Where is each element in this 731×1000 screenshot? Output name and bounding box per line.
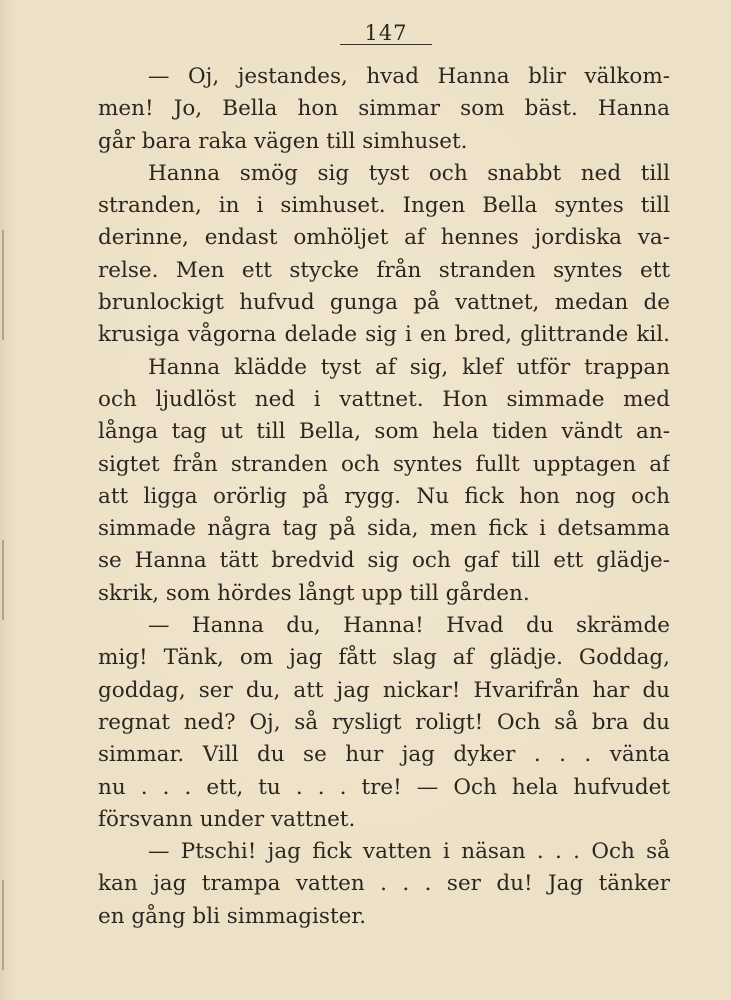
- text-line: relse. Men ett stycke från stranden syntes ett: [98, 257, 670, 283]
- text-line: brunlockigt hufvud gunga på vattnet, medan de: [98, 290, 670, 316]
- text-line: försvann under vattnet.: [98, 806, 356, 832]
- text-line: — Ptschi! jag fick vatten i näsan . . . Och så: [148, 839, 670, 865]
- page-number: 147: [364, 21, 408, 45]
- text-line: — Oj, jestandes, hvad Hanna blir välkom-: [148, 64, 670, 89]
- page-edge-shadow: [2, 880, 4, 970]
- text-line: se Hanna tätt bredvid sig och gaf till ett glädje-: [98, 548, 670, 574]
- text-line: regnat ned? Oj, så rysligt roligt! Och så bra du: [98, 709, 670, 735]
- page-edge-shadow: [2, 540, 4, 620]
- body-text: [98, 61, 670, 933]
- text-line: kan jag trampa vatten . . . ser du! Jag tänker: [98, 871, 670, 897]
- text-line: och ljudlöst ned i vattnet. Hon simmade med: [98, 386, 670, 412]
- page-number-rule: [340, 44, 432, 45]
- text-line: Hanna smög sig tyst och snabbt ned till: [148, 160, 670, 186]
- text-line: Hanna klädde tyst af sig, klef utför trappan: [148, 354, 670, 380]
- text-line: men! Jo, Bella hon simmar som bäst. Hanna: [98, 96, 670, 122]
- text-line: mig! Tänk, om jag fått slag af glädje. Goddag,: [98, 645, 670, 671]
- text-line: långa tag ut till Bella, som hela tiden vändt an-: [98, 419, 670, 445]
- text-line: derinne, endast omhöljet af hennes jordiska va-: [98, 225, 670, 251]
- text-line: — Hanna du, Hanna! Hvad du skrämde: [148, 613, 670, 639]
- text-line: nu . . . ett, tu . . . tre! — Och hela hufvudet: [98, 774, 670, 800]
- text-line: sigtet från stranden och syntes fullt upptagen af: [98, 451, 670, 477]
- text-line: krusiga vågorna delade sig i en bred, glittrande kil.: [98, 322, 670, 348]
- page-edge-shadow: [2, 230, 4, 340]
- text-line: simmade några tag på sida, men fick i detsamma: [98, 516, 670, 542]
- text-line: skrik, som hördes långt upp till gården.: [98, 580, 530, 606]
- text-line: att ligga orörlig på rygg. Nu fick hon nog och: [98, 483, 670, 509]
- text-line: går bara raka vägen till simhuset.: [98, 128, 468, 154]
- text-line: simmar. Vill du se hur jag dyker . . . vänta: [98, 742, 670, 768]
- text-line: goddag, ser du, att jag nickar! Hvarifrån har du: [98, 677, 670, 703]
- text-line: stranden, in i simhuset. Ingen Bella syntes till: [98, 193, 670, 219]
- text-line: en gång bli simmagister.: [98, 903, 367, 929]
